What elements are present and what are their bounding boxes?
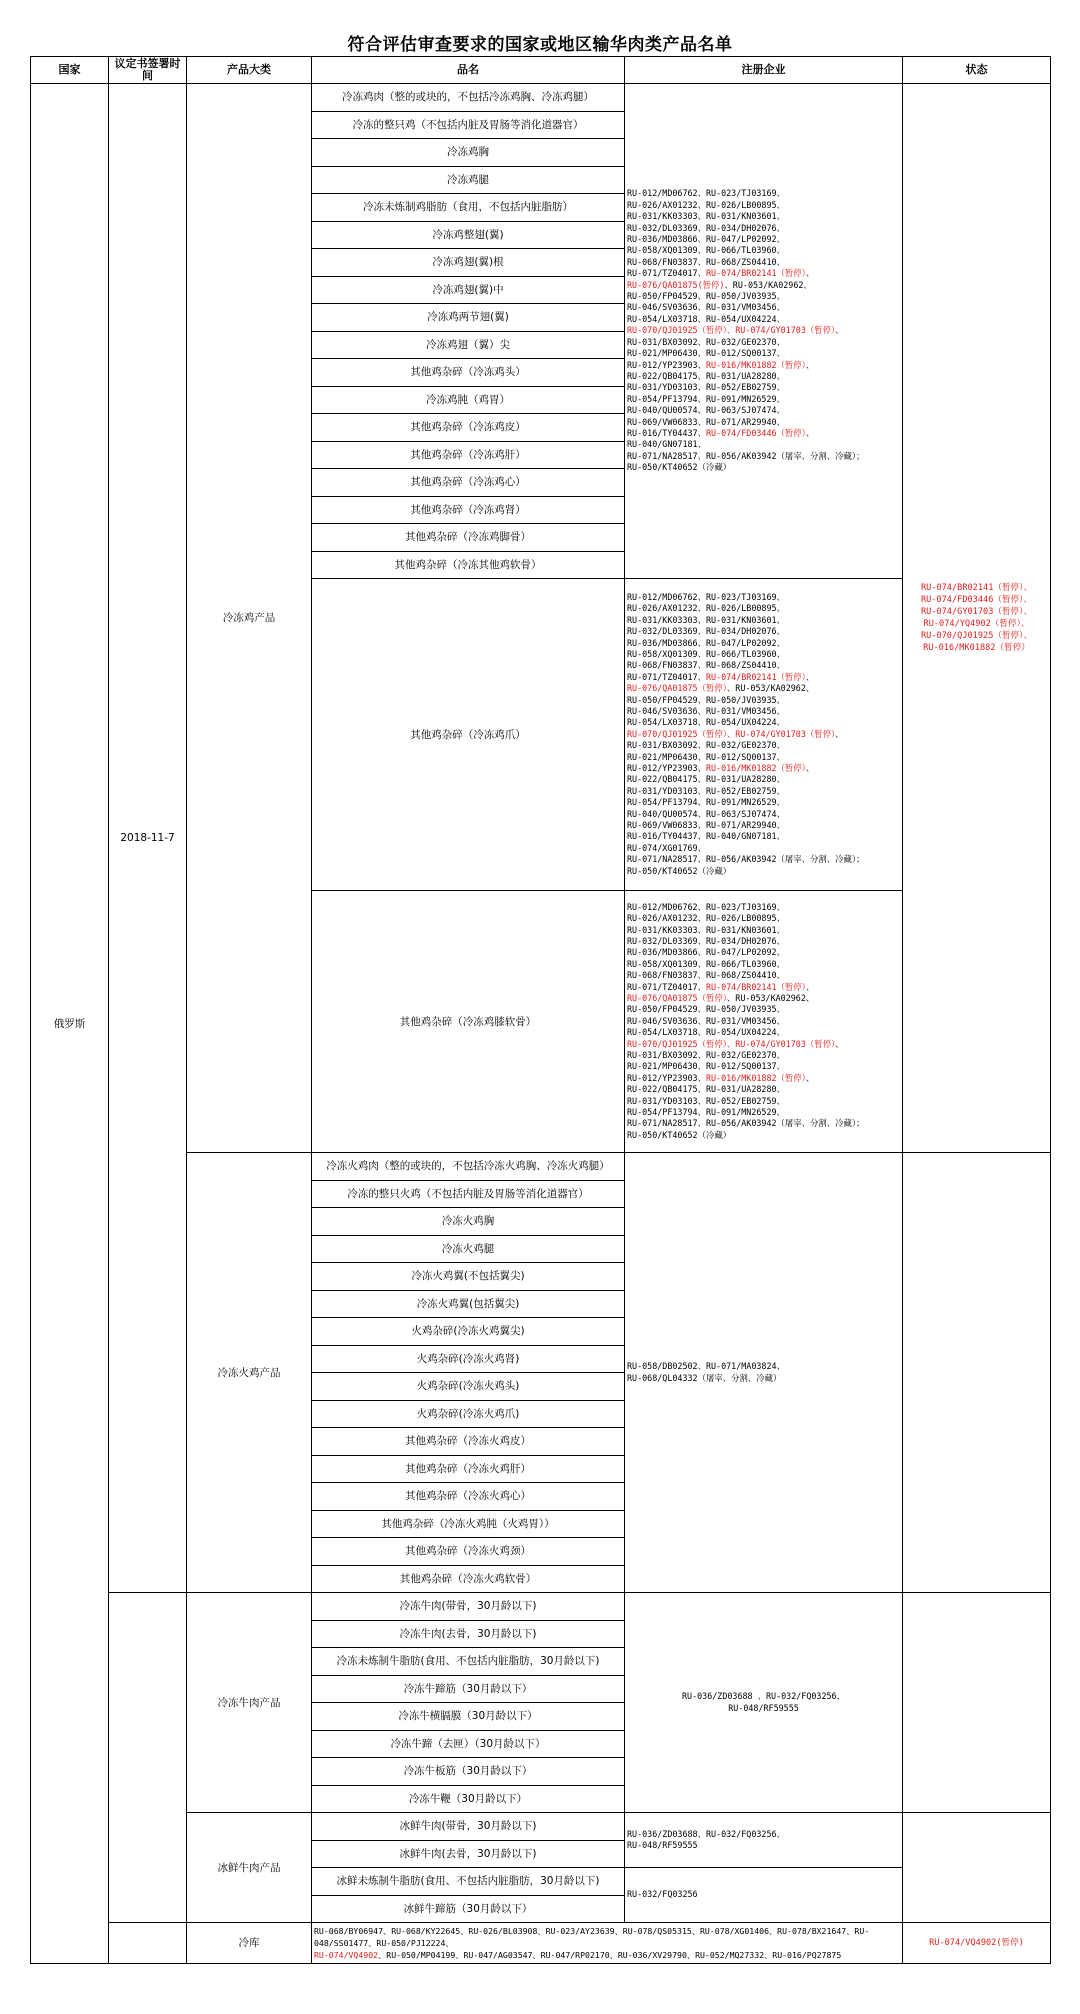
- company-line: RU-074/YQ4902（暂停）、: [923, 619, 1030, 629]
- companies-chicken-c: [625, 891, 903, 1153]
- company-text: RU-021/MP06430、RU-012/SQ00137、: [627, 348, 785, 359]
- company-line: [627, 660, 900, 671]
- product-name: 其他鸡杂碎（冷冻火鸡肝）: [312, 1455, 625, 1483]
- company-line: [627, 936, 900, 947]
- company-line: [627, 382, 900, 393]
- company-line: [627, 257, 900, 268]
- suspended-company-text: RU-076/QA01875(暂停): [627, 279, 725, 290]
- company-text: RU-012/MD06762、RU-023/TJ03169、: [627, 901, 785, 912]
- company-line: [627, 603, 900, 614]
- suspended-company-text: RU-076/QA01875（暂停）: [627, 992, 727, 1003]
- status-turkey: [903, 1153, 1051, 1593]
- company-line: [627, 291, 900, 302]
- company-text: RU-050/FP04529、RU-050/JV03935、: [627, 694, 785, 705]
- company-line: [627, 740, 900, 751]
- status-cold-storage: RU-074/VQ4902(暂停): [903, 1923, 1051, 1964]
- company-line: [627, 439, 900, 450]
- product-name: 冰鲜牛肉(去骨，30月龄以下): [312, 1840, 625, 1868]
- company-line: [627, 1073, 900, 1084]
- company-text: RU-058/XQ01309、RU-066/TL03960、: [627, 648, 785, 659]
- company-line: [627, 672, 900, 683]
- header-row: [31, 57, 1051, 84]
- company-line: [627, 970, 900, 981]
- suspended-company-text: RU-016/MK01882（暂停）: [705, 359, 806, 370]
- company-text: RU-046/SV03636、RU-031/VM03456、: [627, 1015, 785, 1026]
- company-text: RU-040/QU00574、RU-063/SJ07474、: [627, 808, 785, 819]
- company-text: RU-012/MD06762、RU-023/TJ03169、: [627, 591, 785, 602]
- company-text: RU-031/YD03103、RU-052/EB02759、: [627, 382, 785, 393]
- company-text-tail: 、RU-053/KA02962、: [724, 279, 812, 290]
- company-text: RU-036/MD03866、RU-047/LP02092、: [627, 637, 785, 648]
- company-text: RU-054/LX03718、RU-054/UX04224、: [627, 1027, 785, 1038]
- suspended-company-text: RU-016/MK01882（暂停）: [705, 1072, 806, 1083]
- company-line: RU-070/QJ01925（暂停）、: [920, 631, 1033, 641]
- company-line: [627, 854, 900, 865]
- product-name: 冰鲜牛蹄筋（30月龄以下）: [312, 1895, 625, 1923]
- product-name: 冷冻未炼制鸡脂肪（食用，不包括内脏脂肪）: [312, 194, 625, 222]
- company-text: RU-021/MP06430、RU-012/SQ00137、: [627, 751, 785, 762]
- company-line: [627, 325, 900, 336]
- companies-turkey: [625, 1153, 903, 1593]
- company-line: [627, 683, 900, 694]
- company-text: RU-071/NA28517、RU-056/AK03942（屠宰、分割、冷藏）；: [627, 450, 865, 461]
- company-line: [627, 717, 900, 728]
- company-line: [627, 428, 900, 439]
- company-line: [627, 982, 900, 993]
- company-line: [627, 1039, 900, 1050]
- product-name: 其他鸡杂碎（冷冻鸡膝软骨）: [312, 891, 625, 1153]
- company-text: RU-012/YP23903、: [627, 1072, 706, 1083]
- table-row: [31, 1923, 1051, 1964]
- company-line: [627, 405, 900, 416]
- company-text: RU-071/TZ04017、: [627, 981, 706, 992]
- product-name: 冷冻火鸡翼(不包括翼尖): [312, 1263, 625, 1291]
- company-line: RU-068/BY06947、RU-068/KY22645、RU-026/BL03908、RU-023/AY23639、RU-078/QS05315、RU-078/XG01406、RU-078/BX21647、RU-048/SS01477、RU-050/PJ12224、: [314, 1926, 870, 1948]
- company-line: RU-058/DB02502、RU-071/MA03824、: [627, 1361, 785, 1372]
- company-line: [627, 1050, 900, 1061]
- header-product-name: 品名: [312, 57, 625, 84]
- company-line: RU-048/RF59555: [728, 1702, 799, 1713]
- product-name: 冷冻牛蹄（去匣）（30月龄以下）: [312, 1730, 625, 1758]
- company-text: RU-050/FP04529、RU-050/JV03935、: [627, 1004, 785, 1015]
- company-line: [627, 649, 900, 660]
- company-text-tail: 、: [805, 1072, 815, 1083]
- product-name: 其他鸡杂碎（冷冻火鸡肫（火鸡胃））: [312, 1510, 625, 1538]
- company-text: RU-068/FN03837、RU-068/ZS04410、: [627, 970, 785, 981]
- company-text-tail: 、: [805, 671, 815, 682]
- product-name: 冷冻鸡整翅(翼): [312, 221, 625, 249]
- product-name: 冷冻鸡胸: [312, 139, 625, 167]
- company-text-tail: 、: [835, 325, 844, 336]
- companies-chicken-b: [625, 579, 903, 891]
- company-text: RU-050/KT40652（冷藏）: [627, 865, 732, 876]
- company-text: RU-026/AX01232、RU-026/LB00895、: [627, 199, 785, 210]
- company-text: RU-074/XG01769、: [627, 842, 706, 853]
- date-cell: 2018-11-7: [109, 84, 187, 1593]
- company-text: RU-031/YD03103、RU-052/EB02759、: [627, 785, 785, 796]
- company-line: RU-074/BR02141（暂停）、: [920, 583, 1033, 593]
- company-line: [627, 959, 900, 970]
- date-cell-cold: [109, 1923, 187, 1964]
- suspended-company-text: RU-070/QJ01925（暂停）、RU-074/GY01703（暂停）: [627, 1038, 836, 1049]
- product-name: 冷冻火鸡腿: [312, 1235, 625, 1263]
- suspended-company-text: RU-076/QA01875（暂停）: [627, 683, 727, 694]
- company-line: [627, 1061, 900, 1072]
- company-line: [627, 302, 900, 313]
- company-line: [627, 925, 900, 936]
- company-line: [314, 1949, 900, 1961]
- company-text: RU-012/YP23903、: [627, 359, 706, 370]
- category-chilled-beef: 冰鲜牛肉产品: [187, 1813, 312, 1923]
- company-text: RU-050/KT40652（冷藏）: [627, 462, 732, 473]
- company-text: RU-071/TZ04017、: [627, 671, 706, 682]
- company-line: RU-068/QL04332（屠宰、分割、冷藏）: [627, 1372, 782, 1383]
- company-line: [627, 314, 900, 325]
- company-text: RU-058/XQ01309、RU-066/TL03960、: [627, 245, 785, 256]
- category-frozen-beef: 冷冻牛肉产品: [187, 1593, 312, 1813]
- company-text: RU-031/KK03303、RU-031/KN03601、: [627, 924, 785, 935]
- product-name: 其他鸡杂碎（冷冻鸡心）: [312, 469, 625, 497]
- header-country: 国家: [31, 57, 109, 84]
- product-name: 冷冻鸡腿: [312, 166, 625, 194]
- product-name: 冰鲜牛肉(带骨，30月龄以下): [312, 1813, 625, 1841]
- company-text: RU-022/QB04175、RU-031/UA28280、: [627, 370, 785, 381]
- company-text: RU-031/KK03303、RU-031/KN03601、: [627, 211, 785, 222]
- company-text: RU-022/QB04175、RU-031/UA28280、: [627, 774, 785, 785]
- company-line: [627, 348, 900, 359]
- product-name: 其他鸡杂碎（冷冻鸡脚骨）: [312, 524, 625, 552]
- company-line: [627, 223, 900, 234]
- company-text: RU-040/GN07181、: [627, 439, 706, 450]
- product-name: 冷冻鸡翅（翼）尖: [312, 331, 625, 359]
- companies-chilled-beef-b: RU-032/FQ03256: [625, 1868, 903, 1923]
- company-text: RU-031/YD03103、RU-052/EB02759、: [627, 1095, 785, 1106]
- company-line: [627, 280, 900, 291]
- company-line: [627, 234, 900, 245]
- company-text-tail: 、: [805, 359, 815, 370]
- product-name: 冷冻牛蹄筋（30月龄以下）: [312, 1675, 625, 1703]
- product-name: 其他鸡杂碎（冷冻其他鸡软骨）: [312, 551, 625, 579]
- company-line: [627, 1084, 900, 1095]
- company-line: [627, 913, 900, 924]
- company-line: [627, 462, 900, 473]
- company-text: RU-016/TY04437、RU-040/GN07181、: [627, 831, 785, 842]
- company-line: RU-048/RF59555: [627, 1840, 698, 1850]
- company-line: [627, 638, 900, 649]
- companies-chilled-beef-a: [625, 1813, 903, 1868]
- company-line: [627, 1016, 900, 1027]
- product-name: 冷冻的整只火鸡（不包括内脏及胃肠等消化道器官）: [312, 1180, 625, 1208]
- product-name: 火鸡杂碎(冷冻火鸡爪): [312, 1400, 625, 1428]
- table-row: [31, 84, 1051, 112]
- company-line: [627, 763, 900, 774]
- company-text-tail: 、: [805, 427, 815, 438]
- suspended-company-text: RU-070/QJ01925（暂停）、RU-074/GY01703（暂停）: [627, 325, 836, 336]
- product-name: 冷冻鸡两节翅(翼): [312, 304, 625, 332]
- company-line: [627, 1130, 900, 1141]
- companies-frozen-beef: [625, 1593, 903, 1813]
- product-name: 火鸡杂碎(冷冻火鸡肾): [312, 1345, 625, 1373]
- company-line: [627, 371, 900, 382]
- product-name: 火鸡杂碎(冷冻火鸡翼尖): [312, 1318, 625, 1346]
- category-turkey: 冷冻火鸡产品: [187, 1153, 312, 1593]
- company-text: RU-046/SV03636、RU-031/VM03456、: [627, 705, 785, 716]
- product-name: 冷冻牛肉(去骨，30月龄以下): [312, 1620, 625, 1648]
- company-line: RU-036/ZD03688、RU-032/FQ03256、: [627, 1828, 785, 1839]
- company-line: RU-036/ZD03688 、RU-032/FQ03256、: [682, 1691, 845, 1702]
- date-cell-beef: [109, 1593, 187, 1923]
- suspended-company-text: RU-074/VQ4902: [314, 1950, 379, 1960]
- company-line: [627, 843, 900, 854]
- company-text: RU-071/NA28517、RU-056/AK03942（屠宰、分割、冷藏）；: [627, 854, 865, 865]
- company-line: [627, 360, 900, 371]
- company-text: RU-031/BX03092、RU-032/GE02370、: [627, 740, 785, 751]
- page-title: 符合评估审查要求的国家或地区输华肉类产品名单: [347, 35, 733, 55]
- company-line: [627, 831, 900, 842]
- product-name: 冷冻未炼制牛脂肪(食用、不包括内脏脂肪，30月龄以下): [312, 1648, 625, 1676]
- companies-chicken-a: [625, 84, 903, 579]
- company-text: RU-054/PF13794、RU-091/MN26529、: [627, 797, 785, 808]
- suspended-company-text: RU-074/FD03446（暂停）: [705, 427, 806, 438]
- company-text: RU-021/MP06430、RU-012/SQ00137、: [627, 1061, 785, 1072]
- company-text-tail: 、: [805, 268, 815, 279]
- product-list-table: [30, 56, 1051, 1964]
- company-line: [627, 774, 900, 785]
- product-name: 冷冻鸡翅(翼)中: [312, 276, 625, 304]
- company-text-tail: 、RU-053/KA02962、: [726, 683, 815, 694]
- company-line: [627, 451, 900, 462]
- product-name: 其他鸡杂碎（冷冻鸡皮）: [312, 414, 625, 442]
- suspended-company-text: RU-074/BR02141（暂停）: [705, 268, 806, 279]
- company-text: RU-032/DL03369、RU-034/DH02076、: [627, 935, 785, 946]
- company-text-tail: 、: [835, 728, 844, 739]
- company-text: RU-036/MD03866、RU-047/LP02092、: [627, 234, 785, 245]
- company-line: [627, 211, 900, 222]
- company-line: [627, 245, 900, 256]
- product-name: 冷冻火鸡肉（整的或块的，不包括冷冻火鸡胸、冷冻火鸡腿）: [312, 1153, 625, 1181]
- product-name: 冷冻的整只鸡（不包括内脏及胃肠等消化道器官）: [312, 111, 625, 139]
- company-text: RU-054/PF13794、RU-091/MN26529、: [627, 1107, 785, 1118]
- company-text: RU-032/DL03369、RU-034/DH02076、: [627, 626, 785, 637]
- product-name: 冷冻鸡肉（整的或块的，不包括冷冻鸡胸、冷冻鸡腿）: [312, 84, 625, 112]
- suspended-company-text: RU-070/QJ01925（暂停）、RU-074/GY01703（暂停）: [627, 728, 836, 739]
- suspended-company-text: RU-074/BR02141（暂停）: [705, 671, 806, 682]
- company-line: [627, 752, 900, 763]
- company-text: RU-036/MD03866、RU-047/LP02092、: [627, 947, 785, 958]
- product-name: 其他鸡杂碎（冷冻鸡爪）: [312, 579, 625, 891]
- product-name: 冷冻牛肉(带骨，30月龄以下): [312, 1593, 625, 1621]
- table-row: [31, 1593, 1051, 1621]
- company-text: RU-054/LX03718、RU-054/UX04224、: [627, 313, 785, 324]
- status-frozen-beef: [903, 1593, 1051, 1813]
- company-text-tail: 、: [835, 1038, 844, 1049]
- company-text: RU-069/VW06833、RU-071/AR29940、: [627, 416, 785, 427]
- company-text: RU-032/DL03369、RU-034/DH02076、: [627, 222, 785, 233]
- company-text: RU-068/FN03837、RU-068/ZS04410、: [627, 256, 785, 267]
- company-line: [627, 947, 900, 958]
- product-name: 冷冻牛板筋（30月龄以下）: [312, 1758, 625, 1786]
- company-line: [627, 188, 900, 199]
- company-line: [627, 1004, 900, 1015]
- company-text: RU-012/MD06762、RU-023/TJ03169、: [627, 188, 785, 199]
- product-name: 冷冻牛鞭（30月龄以下）: [312, 1785, 625, 1813]
- company-text-tail: 、RU-053/KA02962、: [726, 992, 815, 1003]
- company-line: [627, 592, 900, 603]
- product-name: 冷冻牛横膈膜（30月龄以下）: [312, 1703, 625, 1731]
- product-name: 其他鸡杂碎（冷冻火鸡软骨）: [312, 1565, 625, 1593]
- company-line: [627, 706, 900, 717]
- suspended-company-text: RU-016/MK01882（暂停）: [705, 763, 806, 774]
- product-name: 其他鸡杂碎（冷冻鸡肝）: [312, 441, 625, 469]
- category-cold-storage: 冷库: [187, 1923, 312, 1964]
- company-line: [627, 729, 900, 740]
- company-text: RU-026/AX01232、RU-026/LB00895、: [627, 913, 785, 924]
- status-chilled-beef: [903, 1813, 1051, 1923]
- company-text: RU-058/XQ01309、RU-066/TL03960、: [627, 958, 785, 969]
- company-line: RU-016/MK01882（暂停）: [923, 643, 1030, 653]
- company-text-tail: 、: [805, 981, 815, 992]
- company-line: RU-074/GY01703（暂停）、: [920, 607, 1033, 617]
- company-line: [627, 1107, 900, 1118]
- country-cell: 俄罗斯: [31, 84, 109, 1964]
- company-line: [627, 337, 900, 348]
- product-name: 冷冻火鸡翼(包括翼尖): [312, 1290, 625, 1318]
- company-text: RU-012/YP23903、: [627, 763, 706, 774]
- header-date: 议定书签署时间: [109, 57, 187, 84]
- company-text: RU-040/QU00574、RU-063/SJ07474、: [627, 405, 785, 416]
- company-line: [627, 695, 900, 706]
- company-text: RU-016/TY04437、: [627, 427, 706, 438]
- header-status: 状态: [903, 57, 1051, 84]
- company-line: [627, 394, 900, 405]
- category-chicken: 冷冻鸡产品: [187, 84, 312, 1153]
- company-line: [627, 615, 900, 626]
- companies-cold-storage: [312, 1923, 903, 1964]
- company-line: RU-074/FD03446（暂停）、: [920, 595, 1033, 605]
- company-line: [627, 1118, 900, 1129]
- product-name: 其他鸡杂碎（冷冻火鸡皮）: [312, 1428, 625, 1456]
- company-line: [627, 820, 900, 831]
- company-line: [627, 626, 900, 637]
- company-text: RU-069/VW06833、RU-071/AR29940、: [627, 820, 785, 831]
- company-line: [627, 902, 900, 913]
- company-line: [627, 1027, 900, 1038]
- header-category: 产品大类: [187, 57, 312, 84]
- company-line: [627, 809, 900, 820]
- product-name: 其他鸡杂碎（冷冻火鸡颈）: [312, 1538, 625, 1566]
- company-text: RU-071/TZ04017、: [627, 268, 706, 279]
- company-text: RU-050/FP04529、RU-050/JV03935、: [627, 291, 785, 302]
- company-text-tail: 、RU-050/MP04199、RU-047/AG03547、RU-047/RP02170、RU-036/XV29790、RU-052/MQ27332、RU-016/PQ27875: [378, 1950, 842, 1960]
- company-text: RU-054/PF13794、RU-091/MN26529、: [627, 393, 785, 404]
- status-chicken: [903, 84, 1051, 1153]
- company-line: [627, 993, 900, 1004]
- company-text: RU-031/BX03092、RU-032/GE02370、: [627, 336, 785, 347]
- company-text: RU-071/NA28517、RU-056/AK03942（屠宰、分割、冷藏）；: [627, 1118, 865, 1129]
- company-text: RU-031/KK03303、RU-031/KN03601、: [627, 614, 785, 625]
- product-name: 其他鸡杂碎（冷冻鸡肾）: [312, 496, 625, 524]
- company-text: RU-031/BX03092、RU-032/GE02370、: [627, 1050, 785, 1061]
- product-name: 冰鲜未炼制牛脂肪(食用、不包括内脏脂肪，30月龄以下): [312, 1868, 625, 1896]
- suspended-company-text: RU-074/BR02141（暂停）: [705, 981, 806, 992]
- company-line: [627, 417, 900, 428]
- company-line: [627, 786, 900, 797]
- company-text: RU-068/FN03837、RU-068/ZS04410、: [627, 660, 785, 671]
- company-text-tail: 、: [805, 763, 815, 774]
- company-line: [627, 200, 900, 211]
- company-line: [627, 1096, 900, 1107]
- product-name: 冷冻鸡肫（鸡胃）: [312, 386, 625, 414]
- company-line: [627, 866, 900, 877]
- company-text: RU-026/AX01232、RU-026/LB00895、: [627, 603, 785, 614]
- product-name: 冷冻火鸡胸: [312, 1208, 625, 1236]
- header-companies: 注册企业: [625, 57, 903, 84]
- company-text: RU-054/LX03718、RU-054/UX04224、: [627, 717, 785, 728]
- company-text: RU-022/QB04175、RU-031/UA28280、: [627, 1084, 785, 1095]
- product-name: 冷冻鸡翅(翼)根: [312, 249, 625, 277]
- product-name: 火鸡杂碎(冷冻火鸡头): [312, 1373, 625, 1401]
- company-text: RU-050/KT40652（冷藏）: [627, 1129, 732, 1140]
- company-text: RU-046/SV03636、RU-031/VM03456、: [627, 302, 785, 313]
- product-name: 其他鸡杂碎（冷冻鸡头）: [312, 359, 625, 387]
- company-line: [627, 268, 900, 279]
- company-line: [627, 797, 900, 808]
- product-name: 其他鸡杂碎（冷冻火鸡心）: [312, 1483, 625, 1511]
